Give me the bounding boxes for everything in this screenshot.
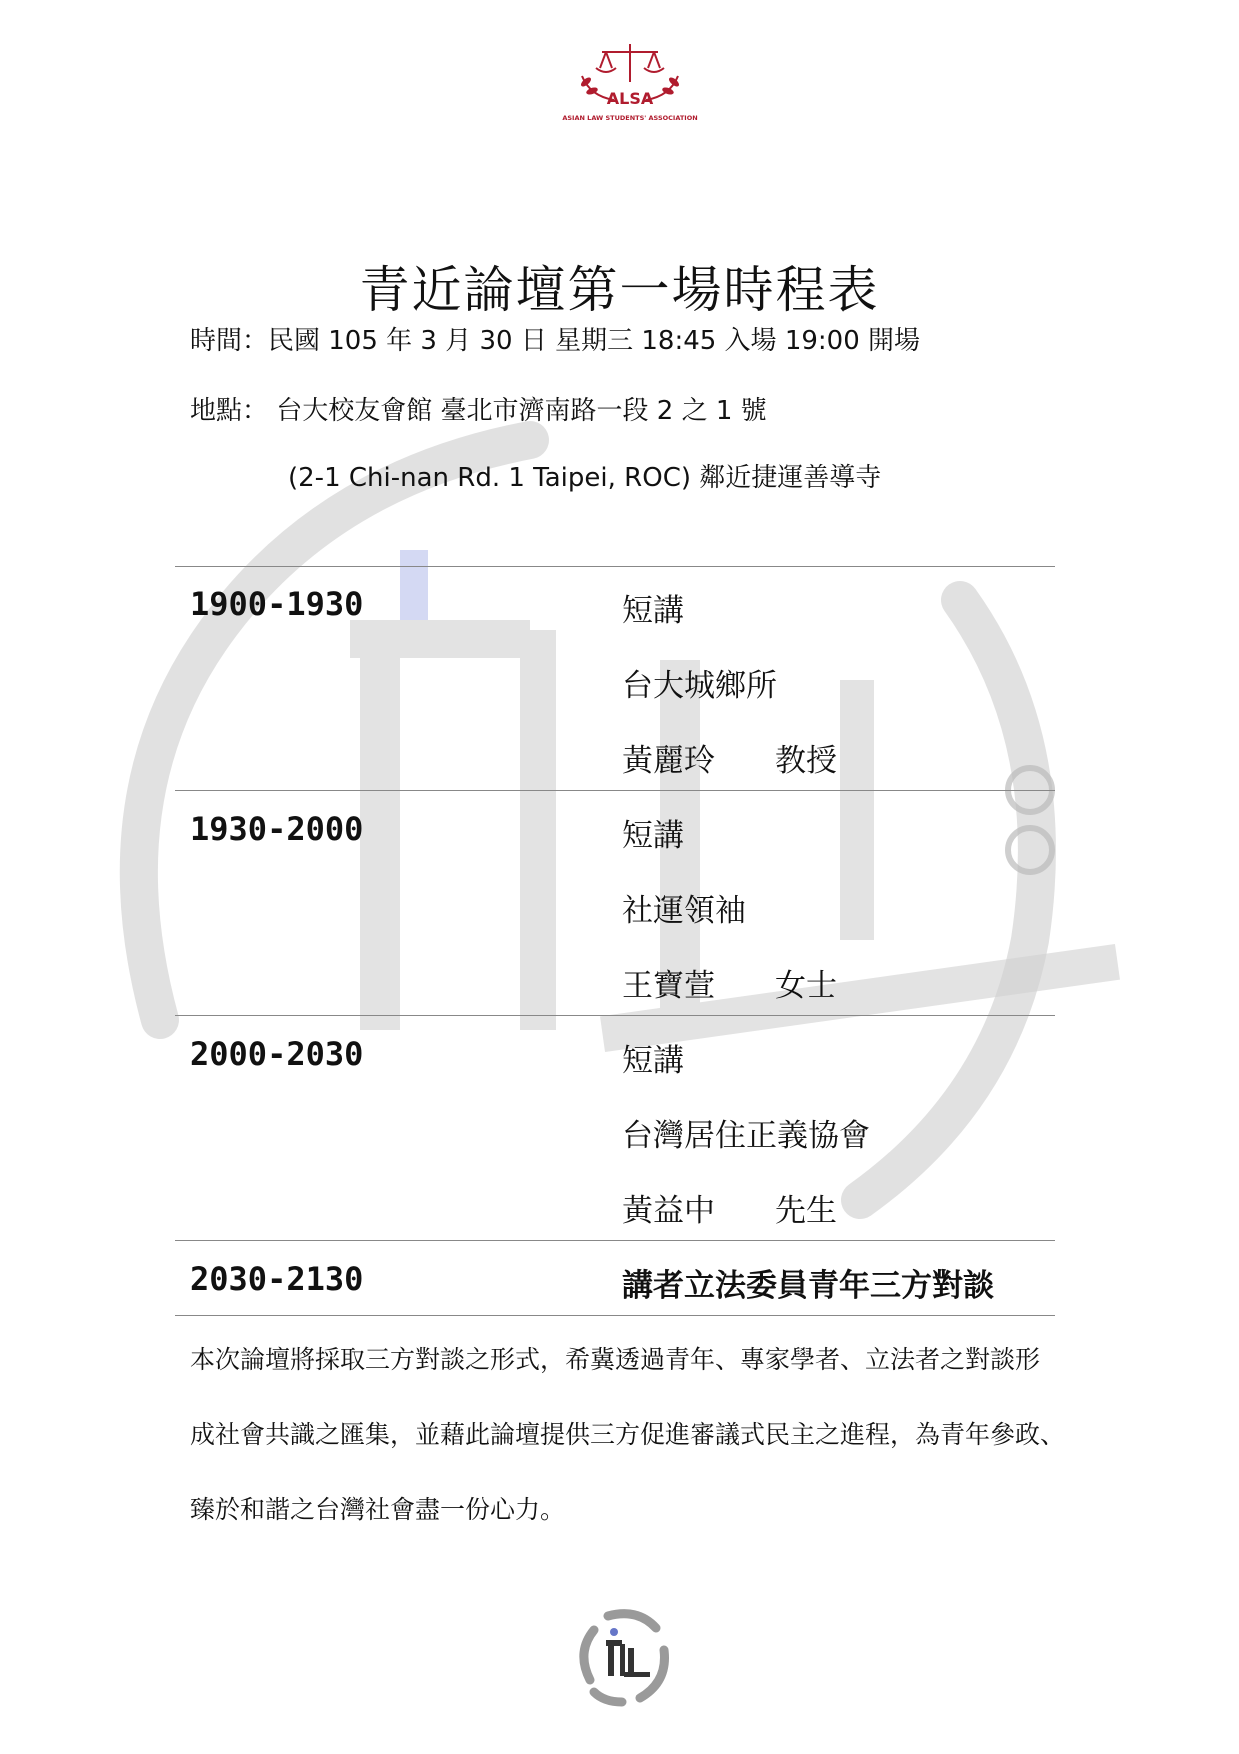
speaker-title: 女士 — [775, 968, 837, 1004]
event-location: 地點： 台大校友會館 臺北市濟南路一段 2 之 1 號 — [190, 396, 767, 426]
speaker-line — [622, 1185, 837, 1230]
speaker-organization: 社運領袖 — [622, 893, 746, 929]
description-line: 臻於和諧之台灣社會盡一份心力。 — [190, 1495, 566, 1524]
event-time: 時間：民國 105 年 3 月 30 日 星期三 18:45 入場 19:00 開場 — [190, 326, 921, 356]
forum-logo-icon — [568, 1602, 678, 1712]
speaker-name: 王寶萱 — [622, 968, 715, 1004]
session-type: 短講 — [622, 593, 684, 629]
divider — [175, 790, 1055, 791]
page-title: 青近論壇第一場時程表 — [359, 261, 880, 319]
speaker-name: 黃益中 — [622, 1193, 715, 1229]
speaker-title: 先生 — [775, 1193, 837, 1229]
speaker-name: 黃麗玲 — [622, 743, 715, 779]
speaker-title: 教授 — [775, 743, 837, 779]
speaker-organization: 台灣居住正義協會 — [622, 1118, 870, 1154]
alsa-logo-caption: ASIAN LAW STUDENTS' ASSOCIATION — [562, 114, 698, 122]
speaker-organization: 台大城鄉所 — [622, 668, 777, 704]
divider — [175, 1315, 1055, 1316]
divider — [175, 1015, 1055, 1016]
session-type: 短講 — [622, 1043, 684, 1079]
time-slot: 2000-2030 — [190, 1035, 364, 1073]
alsa-logo-text: ALSA — [606, 89, 654, 108]
speaker-line — [622, 960, 837, 1005]
time-slot: 1900-1930 — [190, 585, 364, 623]
session-title: 講者立法委員青年三方對談 — [622, 1268, 994, 1304]
session-type: 短講 — [622, 818, 684, 854]
description-line: 成社會共識之匯集，並藉此論壇提供三方促進審議式民主之進程，為青年參政、 — [190, 1420, 1066, 1449]
time-slot: 2030-2130 — [190, 1260, 364, 1298]
alsa-logo — [530, 38, 730, 128]
event-address: (2-1 Chi-nan Rd. 1 Taipei, ROC) 鄰近捷運善導寺 — [288, 463, 882, 493]
speaker-line — [622, 735, 837, 780]
divider — [175, 1240, 1055, 1241]
time-slot: 1930-2000 — [190, 810, 364, 848]
description-line: 本次論壇將採取三方對談之形式，希冀透過青年、專家學者、立法者之對談形 — [190, 1345, 1041, 1374]
divider — [175, 566, 1055, 567]
